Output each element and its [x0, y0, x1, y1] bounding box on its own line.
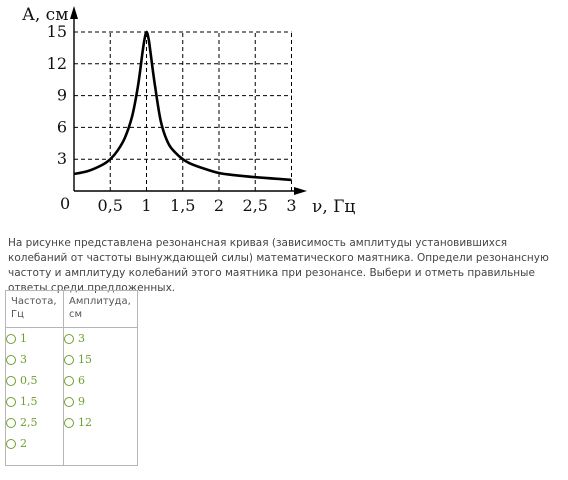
y-tick-label: 6: [56, 117, 67, 137]
amplitude-option-label: 6: [78, 374, 85, 387]
x-tick-label: 3: [286, 196, 297, 215]
amplitude-option-label: 12: [78, 416, 92, 429]
frequency-option-label: 1,5: [20, 395, 38, 408]
chart-axes: [22, 5, 355, 217]
frequency-option-label: 1: [20, 332, 27, 345]
frequency-option-label: 2,5: [20, 416, 38, 429]
frequency-option[interactable]: [6, 412, 63, 433]
answer-table: [5, 290, 138, 466]
amplitude-header: Амплитуда, см: [64, 291, 138, 328]
radio-button[interactable]: [64, 418, 74, 428]
frequency-option-label: 3: [20, 353, 27, 366]
radio-button[interactable]: [6, 376, 16, 386]
frequency-option[interactable]: [6, 349, 63, 370]
y-axis-label: А, см: [22, 5, 69, 25]
x-tick-label: 1,5: [170, 196, 196, 215]
radio-button[interactable]: [6, 355, 16, 365]
amplitude-options-cell: [64, 328, 138, 466]
radio-button[interactable]: [6, 439, 16, 449]
resonance-chart: [0, 0, 568, 222]
amplitude-option[interactable]: [64, 370, 137, 391]
frequency-option[interactable]: [6, 328, 63, 349]
chart-ticks: [47, 22, 297, 215]
frequency-option-label: 0,5: [20, 374, 38, 387]
amplitude-option-label: 3: [78, 332, 85, 345]
x-axis-label: ν, Гц: [312, 197, 356, 217]
frequency-option[interactable]: [6, 433, 63, 454]
amplitude-option[interactable]: [64, 349, 137, 370]
frequency-options-cell: [6, 328, 64, 466]
x-tick-label: 0,5: [97, 196, 123, 215]
amplitude-option-label: 9: [78, 395, 85, 408]
y-axis-arrow: [70, 6, 78, 19]
radio-button[interactable]: [6, 418, 16, 428]
x-tick-label: 2: [213, 196, 225, 215]
radio-button[interactable]: [6, 397, 16, 407]
radio-button[interactable]: [64, 376, 74, 386]
frequency-header: Частота, Гц: [6, 291, 64, 328]
y-tick-label: 15: [46, 22, 67, 41]
y-tick-label: 9: [56, 85, 67, 105]
origin-label: 0: [60, 194, 71, 213]
radio-button[interactable]: [64, 334, 74, 344]
frequency-options: [6, 328, 63, 454]
radio-button[interactable]: [6, 334, 16, 344]
x-tick-label: 1: [141, 196, 152, 215]
x-tick-label: 2,5: [242, 196, 268, 215]
x-axis-arrow: [294, 187, 307, 195]
radio-button[interactable]: [64, 355, 74, 365]
radio-button[interactable]: [64, 397, 74, 407]
amplitude-options: [64, 328, 137, 433]
chart-grid: [74, 32, 292, 191]
y-tick-label: 3: [56, 149, 67, 169]
amplitude-option[interactable]: [64, 391, 137, 412]
question-text: На рисунке представлена резонансная кривая (зависимость амплитуды установившихся колебаний от частоты вынуждающей силы) математического маятника. Определи резонансную частоту и амплитуду колебаний этого маятника при резонансе. Выбери и отметь правильные ответы среди предложенных.: [8, 237, 549, 294]
frequency-option-label: 2: [20, 437, 27, 450]
amplitude-option[interactable]: [64, 412, 137, 433]
y-tick-label: 12: [46, 53, 67, 73]
frequency-option[interactable]: [6, 391, 63, 412]
amplitude-option-label: 15: [78, 353, 92, 366]
frequency-option[interactable]: [6, 370, 63, 391]
amplitude-option[interactable]: [64, 328, 137, 349]
